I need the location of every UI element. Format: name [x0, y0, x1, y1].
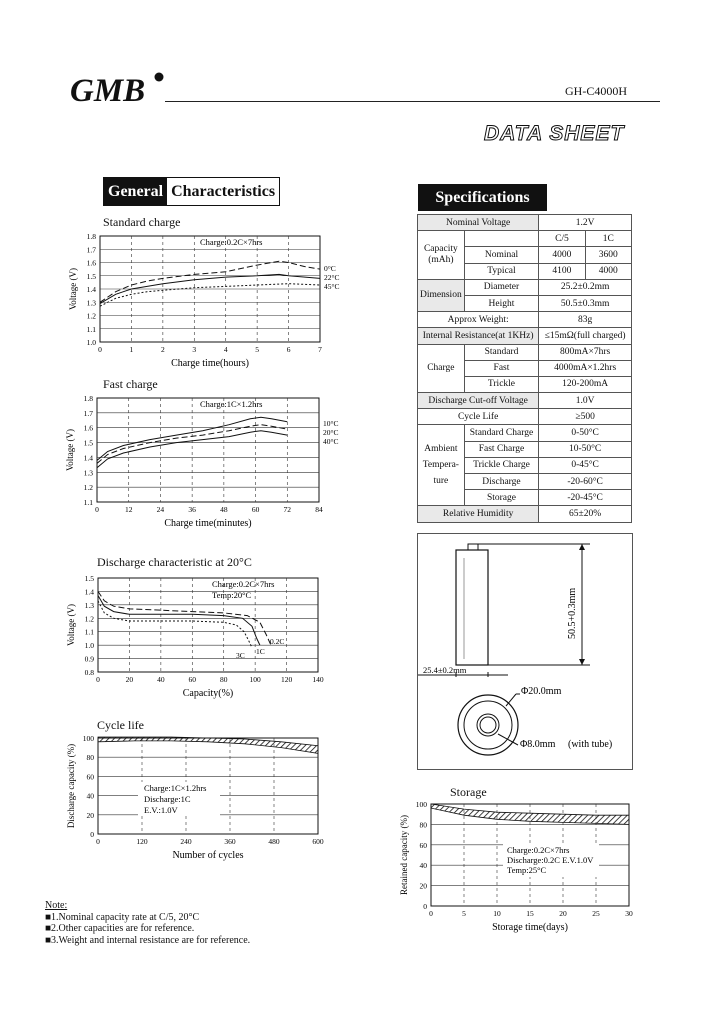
notes — [45, 900, 250, 946]
x-tick-label: 480 — [268, 837, 280, 846]
chart-annotation: Discharge:1C — [144, 794, 191, 804]
series-label: 20°C — [323, 428, 339, 437]
y-tick-label: 1.3 — [86, 298, 96, 308]
series-label: 10°C — [323, 419, 339, 428]
height-dimension: 50.5+0.3mm — [567, 587, 578, 639]
x-tick-label: 6 — [286, 345, 291, 354]
logo-text: GMB — [70, 73, 146, 109]
nominal-1c: 3600 — [585, 247, 631, 263]
capacity-label: Capacity (mAh) — [418, 231, 465, 280]
chart-annotation: Charge:1C×1.2hrs — [144, 783, 207, 793]
x-tick-label: 2 — [160, 345, 165, 354]
standard-charge-title: Standard charge — [103, 215, 181, 229]
discharge-title: Discharge characteristic at 20°C — [97, 555, 252, 569]
x-tick-label: 0 — [96, 675, 100, 684]
x-tick-label: 80 — [219, 675, 228, 684]
x-axis-label: Charge time(hours) — [171, 358, 249, 369]
series-label: 0.2C — [270, 637, 285, 646]
x-tick-label: 36 — [188, 505, 196, 514]
chart-annotation: Charge:1C×1.2hrs — [200, 399, 263, 409]
series-label: 1C — [256, 647, 265, 656]
note-item: ■2.Other capacities are for reference. — [45, 923, 195, 934]
x-tick-label: 48 — [220, 505, 228, 514]
x-tick-label: 140 — [312, 675, 324, 684]
typical-c5: 4100 — [539, 263, 585, 279]
characteristics-label: Characteristics — [171, 182, 276, 200]
storage-title: Storage — [450, 785, 487, 799]
x-tick-label: 3 — [192, 345, 197, 354]
standard-charge-chart — [68, 230, 355, 369]
amb-storage-label: Storage — [464, 490, 539, 506]
battery-drawing — [418, 534, 632, 769]
x-axis-label: Capacity(%) — [182, 688, 234, 699]
height-label: Height — [464, 295, 539, 311]
y-tick-label: 1.1 — [83, 498, 93, 507]
x-axis-label: Charge time(minutes) — [164, 518, 252, 529]
amb-discharge-value: -20-60°C — [539, 474, 632, 490]
cutoff-label: Discharge Cut-off Voltage — [418, 393, 539, 409]
document-number: GH-C4000H — [565, 84, 627, 98]
x-tick-label: 4 — [223, 345, 228, 354]
specifications-heading: Specifications — [418, 184, 547, 211]
y-tick-label: 1.1 — [84, 627, 94, 637]
y-tick-label: 1.0 — [86, 338, 96, 347]
diameter-value: 25.2±0.2mm — [539, 279, 632, 295]
cycle-life-title: Cycle life — [97, 718, 144, 732]
series-label: 3C — [236, 651, 245, 660]
x-tick-label: 60 — [251, 505, 260, 514]
series-line — [98, 596, 260, 646]
notes-heading: Note: — [45, 900, 68, 911]
y-tick-label: 1.4 — [84, 587, 94, 597]
specifications-table — [417, 214, 632, 523]
standard-label: Standard — [464, 344, 539, 360]
dimension-label: Dimension — [418, 279, 465, 311]
chart-annotation: Temp:25°C — [507, 865, 547, 875]
x-tick-label: 600 — [312, 837, 324, 846]
x-tick-label: 25 — [592, 909, 600, 918]
x-tick-label: 360 — [224, 837, 236, 846]
table-row — [418, 409, 632, 425]
table-row — [418, 215, 632, 231]
x-tick-label: 60 — [188, 675, 197, 684]
series-label: 22°C — [324, 273, 340, 282]
battery-body — [456, 550, 488, 665]
chart-annotation: E.V.:1.0V — [144, 805, 178, 815]
y-tick-label: 20 — [419, 881, 427, 891]
y-tick-label: 0 — [423, 902, 427, 911]
plot-frame — [98, 578, 318, 672]
y-tick-label: 1.7 — [83, 408, 93, 418]
y-axis-label: Voltage (V) — [68, 267, 78, 311]
capacity-band — [98, 737, 318, 753]
table-row — [418, 344, 632, 360]
trickle-value: 120-200mA — [539, 376, 632, 392]
weight-label: Approx Weight: — [418, 312, 539, 328]
table-row — [418, 393, 632, 409]
series-line — [100, 284, 320, 307]
fast-label: Fast — [464, 360, 539, 376]
y-tick-label: 1.0 — [84, 641, 94, 651]
fast-charge-chart — [65, 392, 350, 527]
typical-label: Typical — [464, 263, 539, 279]
series-label: 0°C — [324, 264, 336, 273]
fast-charge-title: Fast charge — [103, 377, 158, 391]
series-line — [100, 261, 320, 302]
x-tick-label: 84 — [315, 505, 323, 514]
cutoff-value: 1.0V — [539, 393, 632, 409]
x-tick-label: 24 — [156, 505, 165, 514]
diameter-label: Diameter — [464, 279, 539, 295]
capacity-band — [431, 804, 629, 824]
humidity-label: Relative Humidity — [418, 506, 539, 522]
storage-chart — [395, 798, 645, 938]
header-rule — [165, 101, 660, 102]
y-tick-label: 80 — [86, 753, 94, 763]
y-axis-label: Discharge capacity (%) — [66, 743, 76, 829]
y-tick-label: 1.5 — [84, 574, 94, 583]
ambient-label: Ambient Tempera-ture — [418, 425, 465, 506]
nominal-label: Nominal — [464, 247, 539, 263]
x-tick-label: 12 — [124, 505, 133, 514]
y-axis-label: Voltage (V) — [66, 603, 76, 647]
battery-terminal — [468, 544, 478, 550]
fast-value: 4000mA×1.2hrs — [539, 360, 632, 376]
cycle-life-chart — [58, 732, 343, 867]
resistance-value: ≤15mΩ(full charged) — [539, 328, 632, 344]
inner-diameter: Φ20.0mm — [521, 686, 562, 697]
cycle-value: ≥500 — [539, 409, 632, 425]
nominal-voltage-label: Nominal Voltage — [418, 215, 539, 231]
general-characteristics-heading — [103, 177, 280, 206]
y-tick-label: 1.6 — [83, 423, 93, 433]
x-tick-label: 0 — [95, 505, 99, 514]
y-axis-label: Retained capacity (%) — [399, 815, 409, 895]
amb-fast-value: 10-50°C — [539, 441, 632, 457]
x-tick-label: 20 — [559, 909, 567, 918]
standard-value: 800mA×7hrs — [539, 344, 632, 360]
y-tick-label: 0.9 — [84, 654, 94, 664]
col-c5: C/5 — [539, 231, 585, 247]
nominal-c5: 4000 — [539, 247, 585, 263]
x-tick-label: 40 — [157, 675, 165, 684]
series-label: 40°C — [323, 437, 339, 446]
x-tick-label: 20 — [125, 675, 134, 684]
y-tick-label: 40 — [86, 791, 94, 801]
y-tick-label: 100 — [415, 800, 427, 809]
x-tick-label: 5 — [462, 909, 466, 918]
chart-annotation: Temp:20°C — [212, 590, 252, 600]
plot-frame — [97, 398, 319, 502]
x-tick-label: 7 — [318, 345, 322, 354]
chart-annotation: Discharge:0.2C E.V.1.0V — [507, 855, 594, 865]
col-1c: 1C — [585, 231, 631, 247]
y-tick-label: 1.5 — [83, 438, 93, 448]
tube-note: (with tube) — [568, 739, 613, 750]
x-tick-label: 10 — [493, 909, 501, 918]
x-tick-label: 120 — [136, 837, 148, 846]
x-tick-label: 72 — [283, 505, 292, 514]
amb-fast-label: Fast Charge — [464, 441, 539, 457]
x-tick-label: 240 — [180, 837, 192, 846]
x-tick-label: 0 — [429, 909, 433, 918]
y-axis-label: Voltage (V) — [65, 428, 75, 472]
amb-standard-value: 0-50°C — [539, 425, 632, 441]
terminal-diameter: Φ8.0mm — [520, 739, 556, 750]
nominal-voltage-value: 1.2V — [539, 215, 632, 231]
y-tick-label: 1.8 — [86, 232, 96, 241]
y-tick-label: 1.4 — [83, 453, 93, 463]
table-row — [418, 279, 632, 295]
dimension-drawing — [417, 533, 633, 770]
x-axis-label: Storage time(days) — [492, 922, 568, 933]
x-tick-label: 1 — [129, 345, 134, 354]
amb-trickle-value: 0-45°C — [539, 457, 632, 473]
discharge-chart — [60, 570, 345, 705]
y-tick-label: 1.2 — [84, 614, 94, 624]
y-tick-label: 1.8 — [83, 394, 93, 403]
y-tick-label: 80 — [419, 820, 427, 830]
weight-value: 83g — [539, 312, 632, 328]
note-item: ■1.Nominal capacity rate at C/5, 20°C — [45, 911, 200, 923]
x-tick-label: 100 — [249, 675, 261, 684]
y-tick-label: 1.3 — [84, 600, 94, 610]
chart-annotation: Charge:0.2C×7hrs — [212, 579, 275, 589]
y-tick-label: 1.2 — [86, 311, 96, 321]
series-label: 45°C — [324, 282, 340, 291]
y-tick-label: 0.8 — [84, 668, 94, 677]
x-tick-label: 30 — [625, 909, 633, 918]
gmb-logo — [70, 70, 165, 109]
humidity-value: 65±20% — [539, 506, 632, 522]
y-tick-label: 1.1 — [86, 324, 96, 334]
cell-top-outer — [458, 695, 518, 755]
resistance-label: Internal Resistance(at 1KHz) — [418, 328, 539, 344]
table-row — [418, 506, 632, 522]
cell-top-inner — [464, 701, 512, 749]
y-tick-label: 40 — [419, 861, 427, 871]
amb-trickle-label: Trickle Charge — [464, 457, 539, 473]
x-tick-label: 120 — [280, 675, 293, 684]
y-tick-label: 1.7 — [86, 245, 96, 255]
amb-discharge-label: Discharge — [464, 474, 539, 490]
table-row — [418, 425, 632, 441]
y-tick-label: 100 — [82, 734, 94, 743]
table-row — [418, 231, 632, 247]
y-tick-label: 0 — [90, 830, 94, 839]
general-label: General — [104, 178, 167, 205]
y-tick-label: 1.2 — [83, 483, 93, 493]
y-tick-label: 1.3 — [83, 468, 93, 478]
table-row — [418, 328, 632, 344]
y-tick-label: 60 — [86, 772, 94, 782]
x-tick-label: 0 — [96, 837, 100, 846]
typical-1c: 4000 — [585, 263, 631, 279]
y-tick-label: 1.4 — [86, 285, 96, 294]
page-title: DATA SHEET — [484, 122, 625, 145]
trickle-label: Trickle — [464, 376, 539, 392]
chart-annotation: Charge:0.2C×7hrs — [200, 237, 263, 247]
charge-label: Charge — [418, 344, 465, 393]
height-value: 50.5±0.3mm — [539, 295, 632, 311]
y-tick-label: 60 — [419, 840, 427, 850]
chart-annotation: Charge:0.2C×7hrs — [507, 845, 570, 855]
y-tick-label: 1.6 — [86, 258, 96, 268]
amb-standard-label: Standard Charge — [464, 425, 539, 441]
table-row — [418, 312, 632, 328]
note-item: ■3.Weight and internal resistance are for reference. — [45, 934, 251, 946]
amb-storage-value: -20-45°C — [539, 490, 632, 506]
y-tick-label: 20 — [86, 810, 94, 820]
x-tick-label: 15 — [526, 909, 534, 918]
cycle-label: Cycle Life — [418, 409, 539, 425]
diameter-dimension: 25.4±0.2mm — [423, 665, 467, 675]
x-tick-label: 5 — [255, 345, 260, 354]
x-axis-label: Number of cycles — [172, 850, 244, 861]
y-tick-label: 1.5 — [86, 271, 96, 281]
x-tick-label: 0 — [98, 345, 102, 354]
